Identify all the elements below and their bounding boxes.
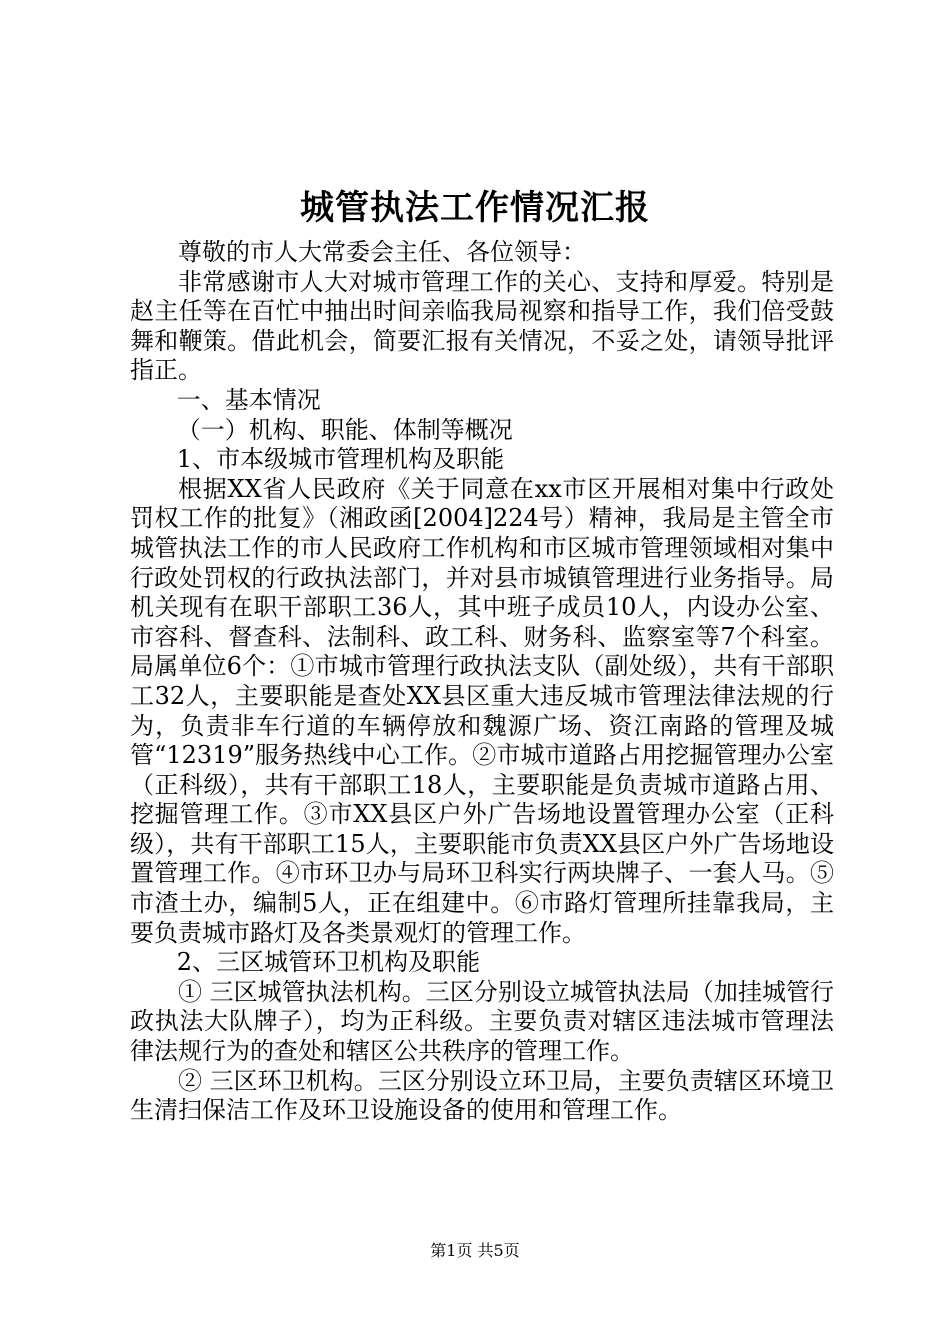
thanks-paragraph: 非常感谢市人大对城市管理工作的关心、支持和厚爱。特别是赵主任等在百忙中抽出时间亲临我局视察和指导工作，我们倍受鼓舞和鞭策。借此机会，简要汇报有关情况，不妥之处，请领导批评指正。 — [130, 267, 834, 385]
district-enforcement-paragraph: ① 三区城管执法机构。三区分别设立城管执法局（加挂城管行政执法大队牌子），均为正科级。主要负责对辖区违法城市管理法律法规行为的查处和辖区公共秩序的管理工作。 — [130, 977, 834, 1066]
page-footer: 第1页 共5页 — [430, 1241, 520, 1260]
city-level-paragraph: 根据XX省人民政府《关于同意在xx市区开展相对集中行政处罚权工作的批复》（湘政函[2004]224号）精神，我局是主管全市城管执法工作的市人民政府工作机构和市区城市管理领域相对集中行政处罚权的行政执法部门，并对县市城镇管理进行业务指导。局机关现有在职干部职工36人，其中班子成员10人，内设办公室、市容科、督查科、法制科、政工科、财务科、监察室等7个科室。局属单位6个：①市城市管理行政执法支队（副处级），共有干部职工32人，主要职能是查处XX县区重大违反城市管理法律法规的行为，负责非车行道的车辆停放和魏源广场、资江南路的管理及城管“12319”服务热线中心工作。②市城市道路占用挖掘管理办公室（正科级），共有干部职工18人，主要职能是负责城市道路占用、挖掘管理工作。③市XX县区户外广告场地设置管理办公室（正科级），共有干部职工15人，主要职能市负责XX县区户外广告场地设置管理工作。④市环卫办与局环卫科实行两块牌子、一套人马。⑤市渣土办，编制5人，正在组建中。⑥市路灯管理所挂靠我局，主要负责城市路灯及各类景观灯的管理工作。 — [130, 474, 834, 947]
salutation-paragraph: 尊敬的市人大常委会主任、各位领导： — [178, 238, 586, 266]
subsection-heading-city-level: 1、市本级城市管理机构及职能 — [176, 445, 505, 474]
subsection-heading-overview: （一）机构、职能、体制等概况 — [176, 415, 513, 444]
document-title: 城管执法工作情况汇报 — [300, 188, 650, 228]
subsection-heading-three-districts: 2、三区城管环卫机构及职能 — [176, 948, 481, 977]
section-heading-basic: 一、基本情况 — [176, 385, 321, 414]
district-sanitation-paragraph: ② 三区环卫机构。三区分别设立环卫局，主要负责辖区环境卫生清扫保洁工作及环卫设施设备的使用和管理工作。 — [130, 1066, 834, 1125]
document-body — [130, 238, 834, 1126]
